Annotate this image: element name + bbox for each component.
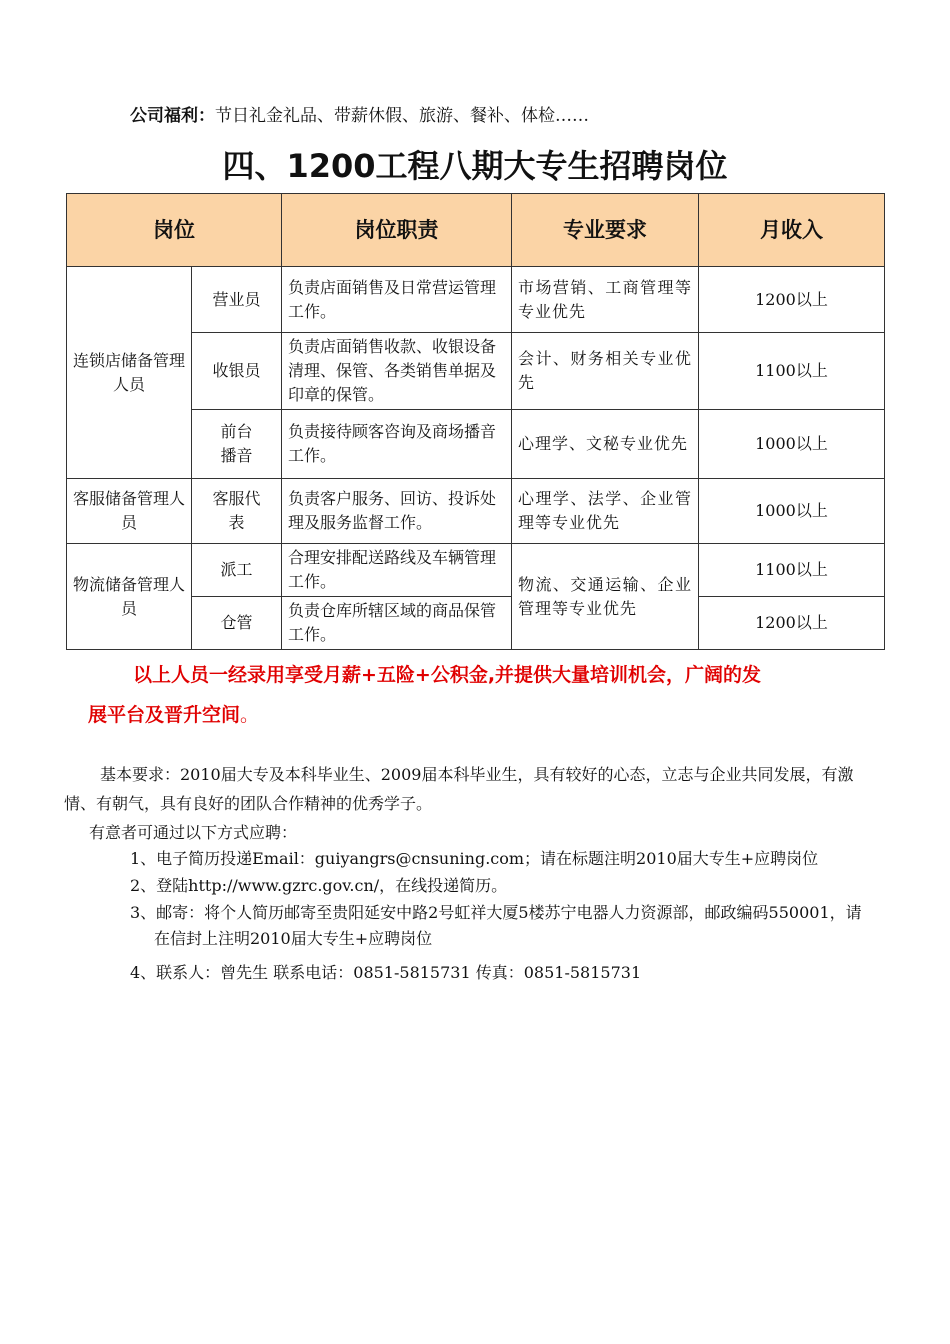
group-cell: 物流储备管理人员 xyxy=(67,544,192,650)
header-major: 专业要求 xyxy=(512,194,699,267)
highlight-line-2: 展平台及晋升空间 xyxy=(88,704,241,726)
duty-cell: 负责仓库所辖区域的商品保管工作。 xyxy=(282,597,512,650)
method-contact: 4、联系人：曾先生 联系电话：0851-5815731 传真：0851-5815731 xyxy=(130,963,642,982)
table-row xyxy=(67,267,885,333)
group-cell: 连锁店储备管理人员 xyxy=(67,267,192,479)
salary-cell: 1100以上 xyxy=(699,333,885,410)
table-header-row xyxy=(67,194,885,267)
benefits-highlight xyxy=(88,655,878,735)
highlight-end: 。 xyxy=(240,704,260,726)
method-mail: 3、邮寄：将个人简历邮寄至贵阳延安中路2号虹祥大厦5楼苏宁电器人力资源部，邮政编码550001，请在信封上注明2010届大专生+应聘岗位 xyxy=(130,903,862,948)
position-cell: 收银员 xyxy=(192,333,282,410)
major-cell: 会计、财务相关专业优先 xyxy=(512,333,699,410)
basic-requirement-text: 基本要求：2010届大专及本科毕业生、2009届本科毕业生，具有较好的心态，立志与企业共同发展，有激情、有朝气，具有良好的团队合作精神的优秀学子。 xyxy=(64,765,854,813)
salary-cell: 1000以上 xyxy=(699,410,885,479)
header-duty: 岗位职责 xyxy=(282,194,512,267)
position-cell: 客服代表 xyxy=(192,479,282,544)
application-methods xyxy=(130,846,870,987)
duty-cell: 负责接待顾客咨询及商场播音工作。 xyxy=(282,410,512,479)
position-cell: 营业员 xyxy=(192,267,282,333)
apply-intro: 有意者可通过以下方式应聘： xyxy=(89,823,298,842)
position-cell: 前台播音 xyxy=(192,410,282,479)
table-row xyxy=(67,479,885,544)
positions-table xyxy=(66,193,885,650)
page-title: 四、1200工程八期大专生招聘岗位 xyxy=(222,147,728,185)
company-benefits xyxy=(130,101,589,126)
duty-cell: 合理安排配送路线及车辆管理工作。 xyxy=(282,544,512,597)
duty-cell: 负责店面销售及日常营运管理工作。 xyxy=(282,267,512,333)
highlight-line-1: 以上人员一经录用享受月薪+五险+公积金,并提供大量培训机会，广阔的发 xyxy=(133,664,762,686)
basic-requirements xyxy=(64,760,864,847)
method-online: 2、登陆http://www.gzrc.gov.cn/，在线投递简历。 xyxy=(130,876,508,895)
method-email: 1、电子简历投递Email：guiyangrs@cnsuning.com；请在标题注明2010届大专生+应聘岗位 xyxy=(130,849,819,868)
duty-cell: 负责店面销售收款、收银设备清理、保管、各类销售单据及印章的保管。 xyxy=(282,333,512,410)
header-salary: 月收入 xyxy=(699,194,885,267)
position-cell: 派工 xyxy=(192,544,282,597)
major-cell: 市场营销、工商管理等专业优先 xyxy=(512,267,699,333)
major-cell: 物流、交通运输、企业管理等专业优先 xyxy=(512,544,699,650)
header-position: 岗位 xyxy=(67,194,282,267)
benefits-label: 公司福利： xyxy=(130,106,215,126)
salary-cell: 1200以上 xyxy=(699,597,885,650)
duty-cell: 负责客户服务、回访、投诉处理及服务监督工作。 xyxy=(282,479,512,544)
major-cell: 心理学、文秘专业优先 xyxy=(512,410,699,479)
benefits-text: 节日礼金礼品、带薪休假、旅游、餐补、体检…… xyxy=(215,106,589,126)
salary-cell: 1000以上 xyxy=(699,479,885,544)
position-cell: 仓管 xyxy=(192,597,282,650)
table-row xyxy=(67,544,885,597)
major-cell: 心理学、法学、企业管理等专业优先 xyxy=(512,479,699,544)
group-cell: 客服储备管理人员 xyxy=(67,479,192,544)
salary-cell: 1200以上 xyxy=(699,267,885,333)
salary-cell: 1100以上 xyxy=(699,544,885,597)
